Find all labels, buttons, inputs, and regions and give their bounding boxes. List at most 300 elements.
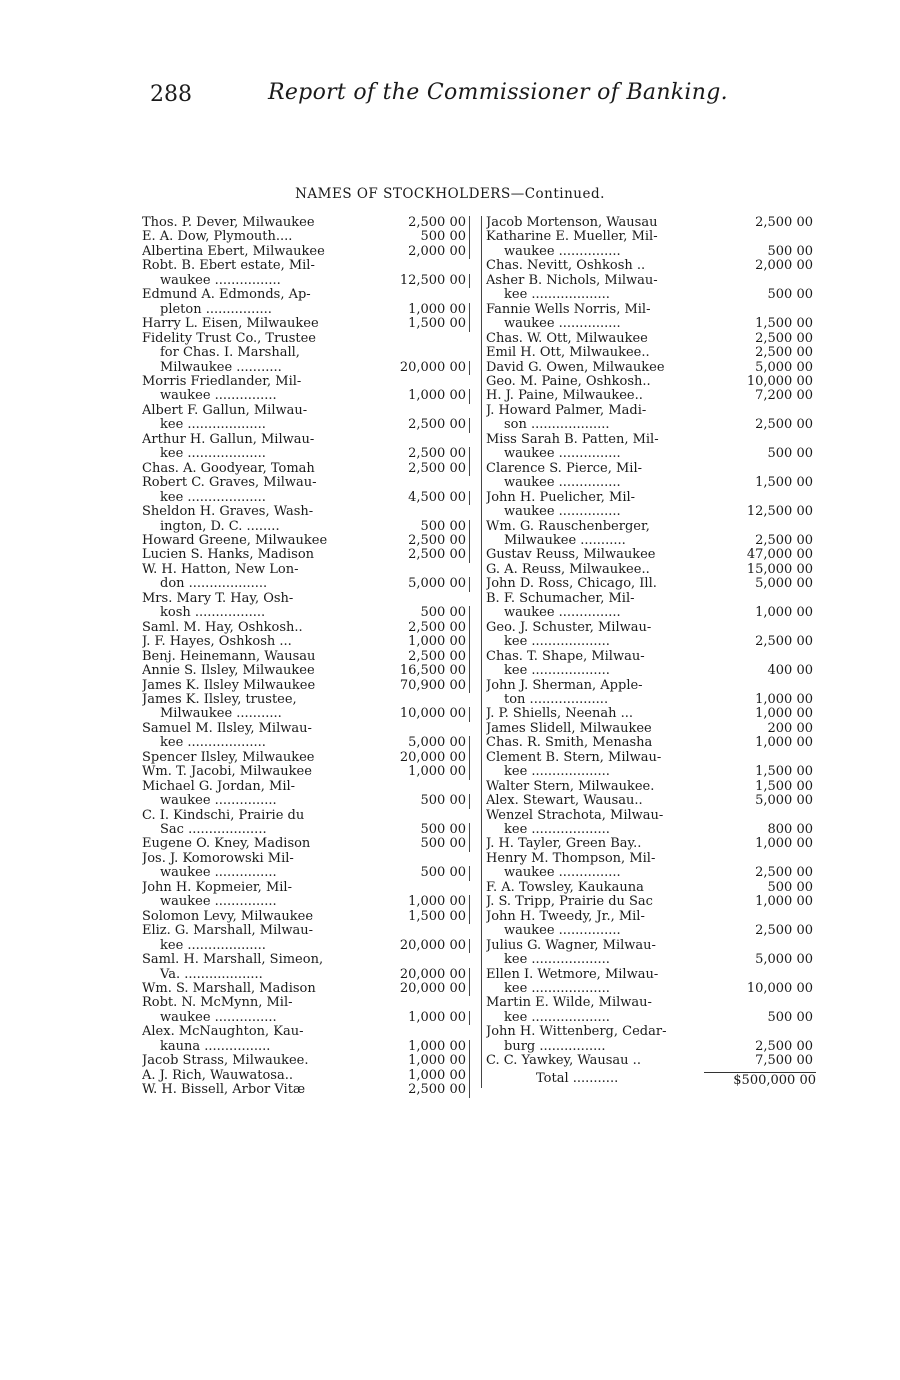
- share-amount: 2,500 00: [388, 534, 470, 548]
- stockholder-name-line: Miss Sarah B. Patten, Mil-: [486, 432, 659, 447]
- stockholder-name: [486, 216, 735, 230]
- stockholder-name: [486, 1054, 735, 1068]
- stockholder-name: [142, 765, 388, 779]
- stockholder-entry: [486, 679, 816, 708]
- share-amount: 2,500 00: [388, 447, 470, 461]
- stockholder-entry: [486, 809, 816, 838]
- stockholder-name-line: for Chas. I. Marshall,: [160, 346, 300, 361]
- stockholder-name-line: John H. Tweedy, Jr., Mil-: [486, 909, 645, 924]
- stockholder-name: [486, 303, 735, 332]
- share-amount: 1,000 00: [388, 1011, 470, 1025]
- stockholder-name-line: Jacob Mortenson, Wausau: [486, 216, 658, 230]
- stockholder-name: [486, 520, 735, 549]
- stockholder-name: [486, 563, 735, 577]
- stockholder-entry: [142, 693, 470, 722]
- share-amount: 20,000 00: [388, 982, 470, 996]
- stockholder-entry: [142, 953, 470, 982]
- stockholder-name-line: Henry M. Thompson, Mil-: [486, 851, 656, 866]
- stockholder-name-line: kee ...................: [504, 982, 610, 997]
- share-amount: 1,000 00: [388, 635, 470, 649]
- share-amount: 500 00: [388, 520, 470, 534]
- stockholder-name-line: waukee ...............: [160, 895, 277, 910]
- stockholder-name-line: waukee ...............: [504, 866, 621, 881]
- share-amount: 1,500 00: [755, 475, 813, 491]
- share-amount: 1,000 00: [388, 765, 470, 779]
- stockholder-name-line: Arthur H. Gallun, Milwau-: [142, 432, 315, 447]
- stockholder-name-line: Robert C. Graves, Milwau-: [142, 476, 317, 491]
- stockholder-name-line: kee ...................: [160, 490, 266, 505]
- stockholder-name: [142, 809, 388, 838]
- stockholder-name: [142, 404, 388, 433]
- stockholder-entry: [486, 968, 816, 997]
- stockholder-entry: [142, 751, 470, 765]
- stockholder-name-line: W. H. Hatton, New Lon-: [142, 562, 299, 577]
- stockholder-entry: [486, 346, 816, 360]
- stockholder-name-line: John D. Ross, Chicago, Ill.: [486, 577, 657, 592]
- stockholder-entry: [142, 592, 470, 621]
- stockholder-name: [142, 1083, 388, 1097]
- stockholder-entry: [486, 520, 816, 549]
- stockholder-name-line: Albert F. Gallun, Milwau-: [142, 403, 308, 418]
- share-amount: 500 00: [388, 837, 470, 851]
- stockholder-name: [486, 332, 735, 346]
- share-amount: 16,500 00: [388, 664, 470, 678]
- share-amount: 5,000 00: [755, 793, 813, 809]
- stockholder-name: [142, 953, 388, 982]
- stockholder-entry: [486, 491, 816, 520]
- stockholder-entry: [486, 361, 816, 375]
- stockholder-name: [142, 259, 388, 288]
- stockholder-name-line: Va. ...................: [160, 967, 263, 982]
- share-amount: 1,000 00: [388, 389, 470, 403]
- stockholder-entry: [142, 563, 470, 592]
- stockholder-name: [142, 780, 388, 809]
- stockholder-name-line: Saml. H. Marshall, Simeon,: [142, 953, 324, 968]
- stockholder-name-line: Alex. McNaughton, Kau-: [142, 1025, 304, 1040]
- stockholder-name-line: Lucien S. Hanks, Madison: [142, 548, 315, 563]
- stockholder-name-line: J. F. Hayes, Oshkosh ...: [142, 635, 292, 650]
- share-amount: 200 00: [767, 720, 813, 736]
- stockholder-name-line: Julius G. Wagner, Milwau-: [486, 938, 656, 953]
- page-number: 288: [150, 82, 192, 107]
- stockholder-name: [486, 375, 735, 389]
- stockholder-name: [486, 404, 735, 433]
- stockholder-name-line: Michael G. Jordan, Mil-: [142, 779, 296, 794]
- stockholder-name: [142, 924, 388, 953]
- stockholder-name: [486, 968, 735, 997]
- stockholder-name-line: Robt. B. Ebert estate, Mil-: [142, 259, 315, 274]
- share-amount: 1,500 00: [388, 317, 470, 331]
- share-amount: 1,000 00: [755, 605, 813, 621]
- stockholder-entry: [486, 389, 816, 403]
- stockholder-name-line: J. Howard Palmer, Madi-: [486, 403, 647, 418]
- stockholder-entry: [142, 982, 470, 996]
- stockholder-name: [486, 895, 735, 909]
- share-amount: 500 00: [388, 606, 470, 620]
- stockholder-name-line: waukee ...............: [160, 866, 277, 881]
- stockholder-name-line: kee ...................: [160, 418, 266, 433]
- stockholder-entry: [142, 245, 470, 259]
- stockholder-name-line: son ...................: [504, 418, 610, 433]
- stockholder-name-line: ington, D. C. ........: [160, 519, 280, 534]
- stockholder-name-line: Jacob Strass, Milwaukee.: [142, 1054, 309, 1069]
- stockholder-name-line: Chas. Nevitt, Oshkosh ..: [486, 259, 646, 274]
- stockholder-name-line: Wenzel Strachota, Milwau-: [486, 808, 664, 823]
- stockholder-name-line: Asher B. Nichols, Milwau-: [486, 273, 658, 288]
- stockholder-entry: [142, 765, 470, 779]
- stockholder-name-line: W. H. Bissell, Arbor Vitæ: [142, 1083, 306, 1098]
- share-amount: 12,500 00: [388, 274, 470, 288]
- stockholder-entry: [142, 1025, 470, 1054]
- stockholder-name: [486, 650, 735, 679]
- stockholder-name-line: waukee ...............: [504, 476, 621, 491]
- stockholder-entry: [142, 837, 470, 851]
- stockholder-name: [142, 650, 388, 664]
- share-amount: 1,000 00: [755, 706, 813, 722]
- stockholder-entry: [486, 332, 816, 346]
- share-amount: 500 00: [767, 1009, 813, 1025]
- share-amount: 1,000 00: [388, 895, 470, 909]
- stockholder-name-line: waukee ...............: [504, 244, 621, 259]
- stockholder-name-line: waukee ...............: [160, 794, 277, 809]
- share-amount: 2,000 00: [388, 245, 470, 259]
- share-amount: 20,000 00: [388, 939, 470, 953]
- stockholder-name-line: Emil H. Ott, Milwaukee..: [486, 346, 650, 361]
- stockholder-name: [142, 910, 388, 924]
- stockholder-name-line: Jos. J. Komorowski Mil-: [142, 851, 294, 866]
- stockholder-name-line: E. A. Dow, Plymouth....: [142, 230, 293, 245]
- stockholder-name: [486, 491, 735, 520]
- stockholder-name: [486, 548, 735, 562]
- stockholder-name: [142, 621, 388, 635]
- stockholder-entry: [486, 1025, 816, 1054]
- stockholder-entry: [486, 274, 816, 303]
- stockholder-name-line: waukee ...............: [504, 447, 621, 462]
- stockholder-name: [486, 679, 735, 708]
- stockholder-name: [486, 852, 735, 881]
- stockholder-entry: [486, 462, 816, 491]
- stockholder-name: [486, 433, 735, 462]
- share-amount: 5,000 00: [388, 577, 470, 591]
- stockholder-name-line: waukee ...............: [504, 317, 621, 332]
- stockholder-name: [142, 230, 388, 244]
- stockholder-name: [486, 577, 735, 591]
- stockholder-name: [142, 751, 388, 765]
- stockholder-name-line: Chas. A. Goodyear, Tomah: [142, 461, 315, 476]
- stockholder-entry: [142, 288, 470, 317]
- stockholder-name-line: Annie S. Ilsley, Milwaukee: [142, 664, 315, 679]
- stockholder-name: [486, 809, 735, 838]
- stockholder-name: [142, 664, 388, 678]
- stockholder-name-line: kee ...................: [504, 635, 610, 650]
- stockholder-name: [142, 982, 388, 996]
- running-head: Report of the Commissioner of Banking.: [268, 80, 728, 105]
- stockholder-entry: [486, 375, 816, 389]
- stockholder-name-line: James K. Ilsley, trustee,: [142, 692, 297, 707]
- stockholder-name-line: Milwaukee ...........: [504, 533, 626, 548]
- stockholder-name: [142, 288, 388, 317]
- share-amount: 7,500 00: [755, 1053, 813, 1069]
- stockholder-entry: [486, 707, 816, 721]
- stockholder-name: [486, 736, 735, 750]
- stockholder-name: [486, 751, 735, 780]
- stockholder-name-line: Howard Greene, Milwaukee: [142, 533, 328, 548]
- share-amount: 1,500 00: [388, 910, 470, 924]
- share-amount: 500 00: [767, 446, 813, 462]
- stockholder-entry: [486, 1054, 816, 1068]
- share-amount: 7,200 00: [755, 388, 813, 404]
- share-amount: 2,500 00: [755, 532, 813, 548]
- stockholder-entry: [142, 621, 470, 635]
- stockholder-entry: [486, 563, 816, 577]
- stockholder-name-line: Spencer Ilsley, Milwaukee: [142, 750, 315, 765]
- stockholder-name-line: Katharine E. Mueller, Mil-: [486, 230, 658, 245]
- stockholder-name-line: Alex. Stewart, Wausau..: [486, 794, 643, 809]
- share-amount: 500 00: [767, 879, 813, 895]
- stockholder-name-line: B. F. Schumacher, Mil-: [486, 591, 635, 606]
- share-amount: 20,000 00: [388, 361, 470, 375]
- share-amount: 1,000 00: [388, 1040, 470, 1054]
- stockholder-entry: [486, 996, 816, 1025]
- stockholder-name-line: Walter Stern, Milwaukee.: [486, 779, 655, 794]
- stockholder-name-line: Sheldon H. Graves, Wash-: [142, 505, 314, 520]
- share-amount: 500 00: [388, 823, 470, 837]
- share-amount: 10,000 00: [746, 981, 813, 997]
- stockholder-name: [142, 433, 388, 462]
- stockholder-name-line: Albertina Ebert, Milwaukee: [142, 244, 325, 259]
- stockholder-entry: [486, 736, 816, 750]
- stockholder-entry: [142, 1083, 470, 1097]
- stockholder-name: [486, 389, 735, 403]
- stockholder-name: [486, 1025, 735, 1054]
- stockholder-entry: [486, 780, 816, 794]
- stockholder-name-line: H. J. Paine, Milwaukee..: [486, 389, 643, 404]
- stockholder-entry: [142, 679, 470, 693]
- share-amount: 5,000 00: [388, 736, 470, 750]
- share-amount: 4,500 00: [388, 491, 470, 505]
- stockholder-name-line: Milwaukee ...........: [160, 707, 282, 722]
- share-amount: 2,500 00: [755, 330, 813, 346]
- total-label: Total ...........: [536, 1070, 619, 1086]
- stockholder-entry: [142, 462, 470, 476]
- stockholder-name: [142, 881, 388, 910]
- stockholder-entry: [486, 621, 816, 650]
- stockholder-name: [142, 635, 388, 649]
- share-amount: 2,500 00: [388, 548, 470, 562]
- stockholder-entry: [486, 794, 816, 808]
- stockholder-name-line: J. S. Tripp, Prairie du Sac: [486, 895, 653, 910]
- stockholder-name-line: Wm. S. Marshall, Madison: [142, 982, 316, 997]
- stockholder-entry: [142, 910, 470, 924]
- stockholder-name: [486, 361, 735, 375]
- share-amount: 2,500 00: [755, 215, 813, 230]
- stockholder-entry: [486, 881, 816, 895]
- stockholder-entry: [486, 577, 816, 591]
- stockholder-entry: [486, 230, 816, 259]
- stockholder-name-line: ton ...................: [504, 692, 609, 707]
- stockholder-name-line: Ellen I. Wetmore, Milwau-: [486, 967, 659, 982]
- stockholder-name-line: J. H. Tayler, Green Bay..: [486, 837, 642, 852]
- stockholder-name: [142, 1054, 388, 1068]
- stockholder-name-line: Wm. T. Jacobi, Milwaukee: [142, 765, 312, 780]
- stockholder-name-line: kee ...................: [504, 288, 610, 303]
- share-amount: 15,000 00: [746, 561, 813, 577]
- stockholder-name-line: Solomon Levy, Milwaukee: [142, 909, 314, 924]
- stockholder-name: [142, 852, 388, 881]
- share-amount: 2,500 00: [388, 621, 470, 635]
- stockholder-name: [142, 505, 388, 534]
- stockholder-entry: [142, 332, 470, 375]
- stockholder-name-line: kee ...................: [504, 953, 610, 968]
- stockholder-entry: [486, 852, 816, 881]
- stockholder-name-line: Clarence S. Pierce, Mil-: [486, 461, 643, 476]
- stockholder-name: [486, 837, 735, 851]
- stockholder-name-line: F. A. Towsley, Kaukauna: [486, 880, 644, 895]
- stockholder-name: [486, 794, 735, 808]
- stockholder-entry: [142, 924, 470, 953]
- stockholder-name-line: John H. Kopmeier, Mil-: [142, 880, 292, 895]
- share-amount: 20,000 00: [388, 968, 470, 982]
- stockholder-name-line: Mrs. Mary T. Hay, Osh-: [142, 591, 294, 606]
- share-amount: 1,500 00: [755, 316, 813, 332]
- share-amount: 2,500 00: [388, 1083, 470, 1097]
- share-amount: 1,000 00: [755, 836, 813, 852]
- stockholder-entry: [142, 317, 470, 331]
- share-amount: 500 00: [767, 243, 813, 259]
- stockholder-entry: [142, 650, 470, 664]
- stockholder-entry: [486, 650, 816, 679]
- stockholder-entry: [142, 664, 470, 678]
- stockholder-name: [142, 679, 388, 693]
- stockholder-name-line: J. P. Shiells, Neenah ...: [486, 707, 634, 722]
- share-amount: 20,000 00: [388, 751, 470, 765]
- stockholder-name-line: C. I. Kindschi, Prairie du: [142, 808, 305, 823]
- share-amount: 10,000 00: [388, 707, 470, 721]
- stockholders-right-column: [481, 216, 816, 1088]
- stockholder-name-line: C. C. Yawkey, Wausau ..: [486, 1054, 641, 1069]
- stockholder-name-line: John H. Puelicher, Mil-: [486, 490, 636, 505]
- stockholder-name-line: Milwaukee ...........: [160, 360, 282, 375]
- stockholder-name-line: Edmund A. Edmonds, Ap-: [142, 288, 311, 303]
- stockholder-name-line: Samuel M. Ilsley, Milwau-: [142, 721, 312, 736]
- stockholder-name-line: kee ...................: [160, 447, 266, 462]
- stockholder-name-line: A. J. Rich, Wauwatosa..: [142, 1068, 293, 1083]
- share-amount: 2,500 00: [755, 634, 813, 650]
- stockholder-entry: [142, 780, 470, 809]
- section-title: NAMES OF STOCKHOLDERS—Continued.: [295, 186, 605, 202]
- stockholder-name-line: kosh .................: [160, 606, 266, 621]
- share-amount: 10,000 00: [746, 373, 813, 389]
- stockholder-entry: [142, 404, 470, 433]
- stockholder-name: [486, 230, 735, 259]
- share-amount: 1,000 00: [388, 303, 470, 317]
- total-row: [486, 1072, 816, 1088]
- stockholder-name: [486, 722, 735, 736]
- share-amount: 800 00: [767, 822, 813, 838]
- stockholder-entry: [142, 881, 470, 910]
- stockholder-entry: [486, 895, 816, 909]
- stockholder-entry: [142, 230, 470, 244]
- stockholder-name-line: John H. Wittenberg, Cedar-: [486, 1025, 667, 1040]
- stockholder-entry: [142, 1069, 470, 1083]
- stockholder-entry: [142, 476, 470, 505]
- stockholder-name-line: Chas. T. Shape, Milwau-: [486, 649, 645, 664]
- stockholder-entry: [142, 534, 470, 548]
- stockholder-name-line: kee ...................: [504, 1010, 610, 1025]
- share-amount: 2,500 00: [755, 417, 813, 433]
- stockholders-left-column: [142, 216, 470, 1098]
- stockholder-entry: [486, 939, 816, 968]
- stockholder-name: [486, 780, 735, 794]
- stockholder-name-line: Morris Friedlander, Mil-: [142, 374, 302, 389]
- stockholder-name: [142, 722, 388, 751]
- stockholder-name-line: pleton ................: [160, 302, 272, 317]
- stockholder-name: [486, 621, 735, 650]
- share-amount: 2,500 00: [755, 345, 813, 361]
- stockholder-name-line: burg ................: [504, 1039, 606, 1054]
- stockholder-entry: [486, 910, 816, 939]
- share-amount: 70,900 00: [388, 679, 470, 693]
- stockholder-name-line: kee ...................: [504, 823, 610, 838]
- share-amount: 1,500 00: [755, 778, 813, 794]
- stockholder-name-line: Benj. Heinemann, Wausau: [142, 649, 316, 664]
- stockholder-name-line: Geo. M. Paine, Oshkosh..: [486, 374, 651, 389]
- stockholder-name: [486, 939, 735, 968]
- share-amount: 12,500 00: [746, 504, 813, 520]
- stockholder-name: [142, 317, 388, 331]
- share-amount: 2,500 00: [755, 865, 813, 881]
- stockholder-entry: [486, 259, 816, 273]
- stockholder-name: [142, 996, 388, 1025]
- stockholder-name-line: don ...................: [160, 577, 268, 592]
- stockholder-name-line: Chas. W. Ott, Milwaukee: [486, 331, 648, 346]
- stockholder-name: [486, 707, 735, 721]
- share-amount: 500 00: [388, 794, 470, 808]
- stockholder-name-line: kee ...................: [504, 664, 610, 679]
- stockholder-name-line: waukee ...............: [504, 505, 621, 520]
- stockholder-name: [142, 837, 388, 851]
- stockholder-name-line: waukee ................: [160, 273, 281, 288]
- stockholder-name: [486, 259, 735, 273]
- stockholder-entry: [486, 216, 816, 230]
- share-amount: 2,500 00: [755, 1038, 813, 1054]
- stockholder-entry: [142, 216, 470, 230]
- stockholder-name: [486, 346, 735, 360]
- stockholder-name: [486, 881, 735, 895]
- stockholder-name: [486, 462, 735, 491]
- share-amount: 1,500 00: [755, 764, 813, 780]
- share-amount: 5,000 00: [755, 576, 813, 592]
- stockholder-name-line: John J. Sherman, Apple-: [486, 678, 643, 693]
- stockholder-name-line: Clement B. Stern, Milwau-: [486, 750, 662, 765]
- stockholder-name: [486, 592, 735, 621]
- share-amount: 400 00: [767, 663, 813, 679]
- stockholder-name: [486, 996, 735, 1025]
- stockholder-entry: [486, 722, 816, 736]
- stockholder-name-line: kee ...................: [160, 938, 266, 953]
- stockholder-name: [142, 534, 388, 548]
- stockholder-name-line: waukee ...............: [160, 389, 277, 404]
- stockholder-entry: [142, 433, 470, 462]
- stockholder-entry: [142, 375, 470, 404]
- stockholder-name: [142, 245, 388, 259]
- stockholder-entry: [486, 592, 816, 621]
- share-amount: 1,000 00: [755, 691, 813, 707]
- stockholder-name-line: David G. Owen, Milwaukee: [486, 360, 665, 375]
- share-amount: 1,000 00: [388, 1069, 470, 1083]
- stockholder-entry: [486, 303, 816, 332]
- stockholder-name-line: Wm. G. Rauschenberger,: [486, 519, 650, 534]
